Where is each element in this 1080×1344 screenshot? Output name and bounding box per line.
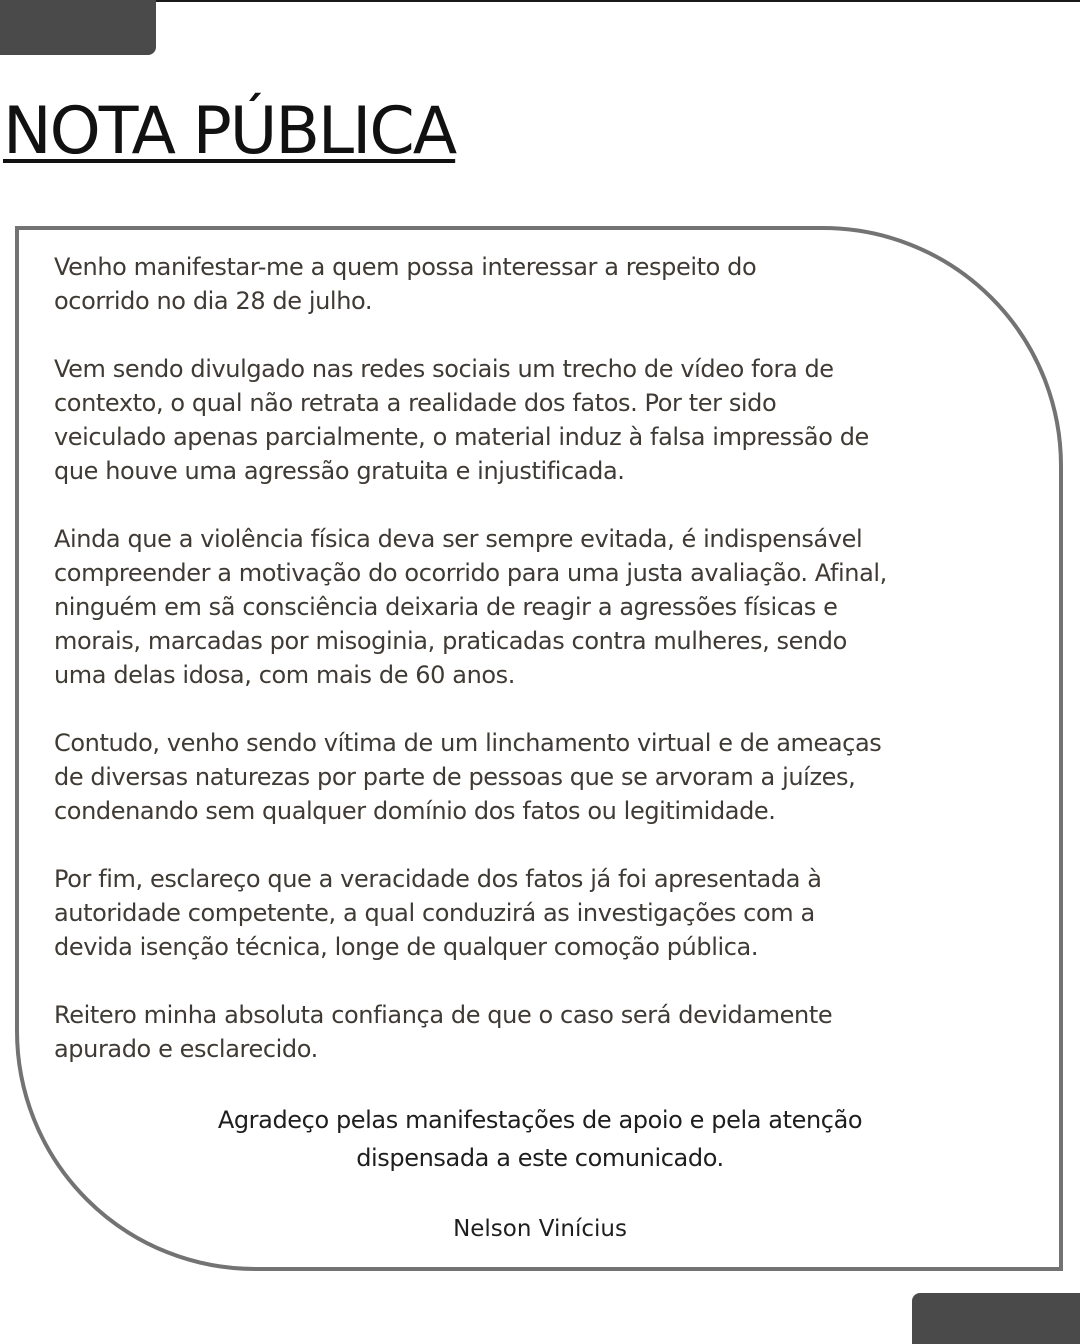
decorative-tab-bottom-right <box>912 1293 1080 1344</box>
paragraph-intro: Venho manifestar-me a quem possa interessar a respeito do ocorrido no dia 28 de julho. <box>54 253 757 315</box>
paragraph-authority: Por fim, esclareço que a veracidade dos fatos já foi apresentada à autoridade competente, a qual conduzirá as investigações com a devida isenção técnica, longe de qualquer comoção pública. <box>54 865 822 961</box>
paragraph-threats: Contudo, venho sendo vítima de um linchamento virtual e de ameaças de diversas naturezas por parte de pessoas que se arvoram a juízes, condenando sem qualquer domínio dos fatos ou legitimidade. <box>54 729 882 825</box>
thanks-message: Agradeço pelas manifestações de apoio e pela atenção dispensada a este comunicado. <box>217 1106 863 1172</box>
paragraph-video-context: Vem sendo divulgado nas redes sociais um trecho de vídeo fora de contexto, o qual não retrata a realidade dos fatos. Por ter sido veiculado apenas parcialmente, o material induz à falsa impressão de que houve uma agressão gratuita e injustificada. <box>54 355 869 485</box>
signature: Nelson Vinícius <box>453 1216 627 1242</box>
note-body <box>54 250 994 1100</box>
paragraph-motivation: Ainda que a violência física deva ser sempre evitada, é indispensável compreender a motivação do ocorrido para uma justa avaliação. Afinal, ninguém em sã consciência deixaria de reagir a agressões físicas e morais, marcadas por misoginia, praticadas contra mulheres, sendo uma delas idosa, com mais de 60 anos. <box>54 525 887 689</box>
page-title: NOTA PÚBLICA <box>3 94 456 169</box>
top-divider-line <box>0 0 1080 2</box>
paragraph-confidence: Reitero minha absoluta confiança de que o caso será devidamente apurado e esclarecido. <box>54 1001 833 1063</box>
decorative-tab-top-left <box>0 0 156 55</box>
